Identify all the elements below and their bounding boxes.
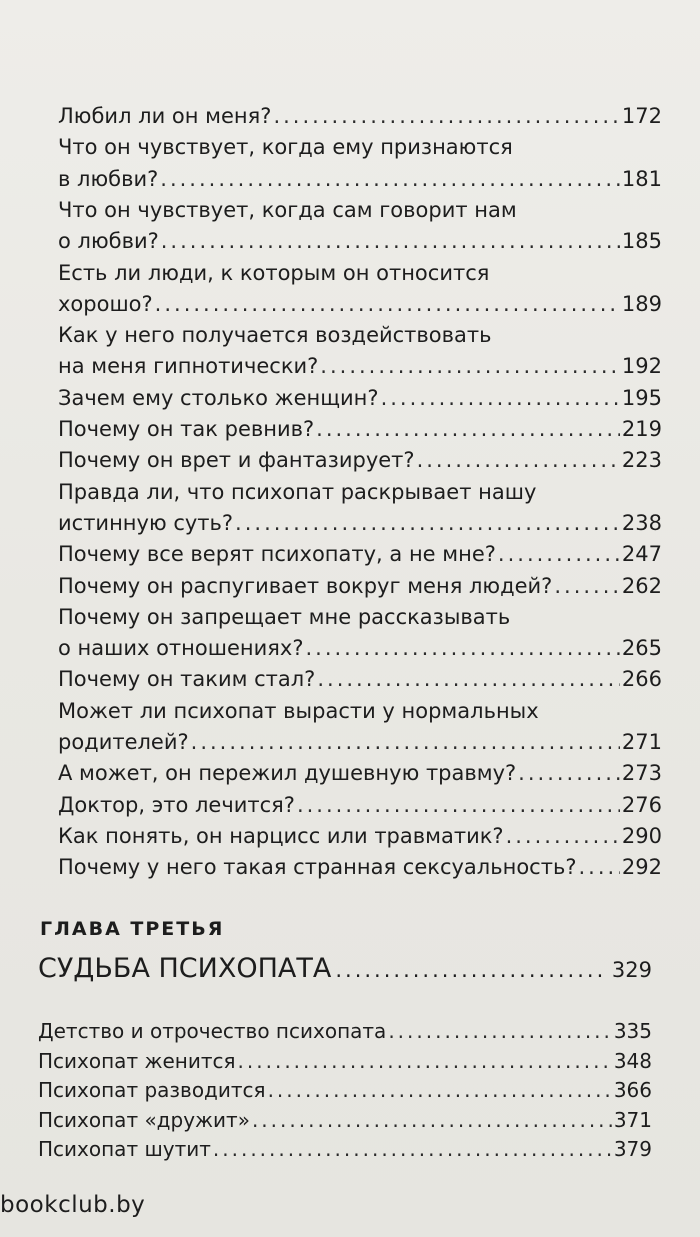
section-entry <box>38 1015 652 1047</box>
toc-page-number: 292 <box>621 855 662 880</box>
leader-dots <box>252 1104 612 1136</box>
leader-dots <box>417 444 620 476</box>
toc-entry-title: Доктор, это лечится? <box>58 792 295 817</box>
toc-entry-title: истинную суть? <box>58 510 234 535</box>
toc-entry <box>58 538 662 570</box>
toc-entry <box>58 570 662 602</box>
toc-page-number: 266 <box>621 667 662 692</box>
toc-page-number: 219 <box>621 417 662 441</box>
toc-entry-title: в любви? <box>58 166 159 191</box>
chapter-title: СУДЬБА ПСИХОПАТА <box>38 953 332 984</box>
section-page-number: 348 <box>613 1048 652 1073</box>
toc-entry-title: Как понять, он нарцисс или травматик? <box>58 823 504 848</box>
section-page-number: 335 <box>613 1019 652 1043</box>
leader-dots <box>273 100 619 132</box>
toc-entry-title-line: Что он чувствует, когда сам говорит нам <box>58 197 517 222</box>
toc-entry <box>58 632 662 664</box>
section-entry <box>38 1133 652 1165</box>
toc-entry-title: Почему у него такая странная сексуальность? <box>58 855 577 880</box>
section-page-number: 371 <box>613 1107 652 1132</box>
toc-entry <box>58 444 662 476</box>
leader-dots <box>160 163 620 195</box>
leader-dots <box>578 851 619 883</box>
toc-page-number: 189 <box>621 291 662 316</box>
leader-dots <box>238 1045 612 1077</box>
leader-dots <box>335 951 608 989</box>
toc-page-number: 192 <box>621 354 662 379</box>
toc-entry-title: на меня гипнотически? <box>58 354 319 379</box>
section-entry <box>38 1045 652 1077</box>
toc-page-number: 276 <box>621 792 662 817</box>
section-title: Психопат женится <box>38 1048 236 1073</box>
toc-page-number: 172 <box>621 104 662 128</box>
leader-dots <box>191 726 620 758</box>
toc-entry <box>58 789 662 821</box>
chapter-label: ГЛАВА ТРЕТЬЯ <box>40 918 225 940</box>
toc-entry-title: Любил ли он меня? <box>58 104 272 128</box>
toc-entry <box>58 350 662 382</box>
toc-page-number: 247 <box>621 542 662 567</box>
section-title: Психопат разводится <box>38 1078 266 1102</box>
leader-dots <box>554 570 620 602</box>
section-title: Психопат «дружит» <box>38 1107 250 1132</box>
chapter-page-number: 329 <box>611 958 652 982</box>
toc-entry-title-line: Что он чувствует, когда ему признаются <box>58 135 513 160</box>
toc-entry-title: Почему он врет и фантазирует? <box>58 448 415 473</box>
toc-entry-title-line: Может ли психопат вырасти у нормальных <box>58 698 539 723</box>
leader-dots <box>388 1015 612 1047</box>
toc-entry <box>58 726 662 758</box>
toc-page-number: 265 <box>621 636 662 661</box>
leader-dots <box>297 789 620 821</box>
section-entry <box>38 1074 652 1106</box>
toc-page-number: 262 <box>621 573 662 598</box>
leader-dots <box>320 350 620 382</box>
toc-entry <box>58 757 662 789</box>
toc-page-number: 271 <box>621 730 662 754</box>
toc-entry <box>58 851 662 883</box>
leader-dots <box>155 288 620 320</box>
leader-dots <box>161 225 620 257</box>
toc-entry-title-line: Есть ли люди, к которым он относится <box>58 260 490 285</box>
section-entry <box>38 1104 652 1136</box>
leader-dots <box>213 1133 612 1165</box>
watermark-text: bookclub.by <box>0 1192 146 1218</box>
toc-page-number: 290 <box>621 823 662 848</box>
toc-entry <box>58 163 662 195</box>
toc-entry-title: А может, он пережил душевную травму? <box>58 761 517 786</box>
toc-page-number: 195 <box>621 385 662 410</box>
toc-entry-title: хорошо? <box>58 291 153 316</box>
leader-dots <box>235 507 620 539</box>
toc-entry <box>58 507 662 539</box>
toc-entry-title: Почему он так ревнив? <box>58 417 315 441</box>
toc-entry <box>58 288 662 320</box>
toc-entry <box>58 663 662 695</box>
toc-entry <box>58 820 662 852</box>
toc-page-number: 223 <box>621 448 662 473</box>
toc-entry-title: о любви? <box>58 229 159 254</box>
section-page-number: 366 <box>613 1078 652 1102</box>
toc-entry-title-line: Почему он запрещает мне рассказывать <box>58 604 511 629</box>
toc-entry-title: Почему все верят психопату, а не мне? <box>58 542 496 567</box>
leader-dots <box>506 820 620 852</box>
leader-dots <box>268 1074 612 1106</box>
toc-entry <box>58 225 662 257</box>
leader-dots <box>316 413 620 445</box>
leader-dots <box>498 538 620 570</box>
toc-page-number: 185 <box>621 229 662 254</box>
leader-dots <box>305 632 619 664</box>
toc-entry-title: Почему он таким стал? <box>58 667 316 692</box>
toc-entry <box>58 382 662 414</box>
toc-entry <box>58 413 662 445</box>
toc-page-number: 181 <box>621 166 662 191</box>
section-page-number: 379 <box>613 1137 652 1161</box>
toc-entry-title-line: Правда ли, что психопат раскрывает нашу <box>58 479 537 504</box>
toc-page-number: 273 <box>621 761 662 786</box>
section-title: Детство и отрочество психопата <box>38 1019 387 1043</box>
toc-entry-title: Почему он распугивает вокруг меня людей? <box>58 573 553 598</box>
toc-entry <box>58 100 662 132</box>
section-title: Психопат шутит <box>38 1137 211 1161</box>
leader-dots <box>518 757 620 789</box>
leader-dots <box>317 663 620 695</box>
toc-entry-title: родителей? <box>58 730 189 754</box>
leader-dots <box>381 382 620 414</box>
toc-entry-title-line: Как у него получается воздействовать <box>58 323 492 348</box>
chapter-title-entry <box>38 950 652 989</box>
toc-entry-title: о наших отношениях? <box>58 636 304 661</box>
toc-entry-title: Зачем ему столько женщин? <box>58 385 379 410</box>
toc-page-number: 238 <box>621 510 662 535</box>
